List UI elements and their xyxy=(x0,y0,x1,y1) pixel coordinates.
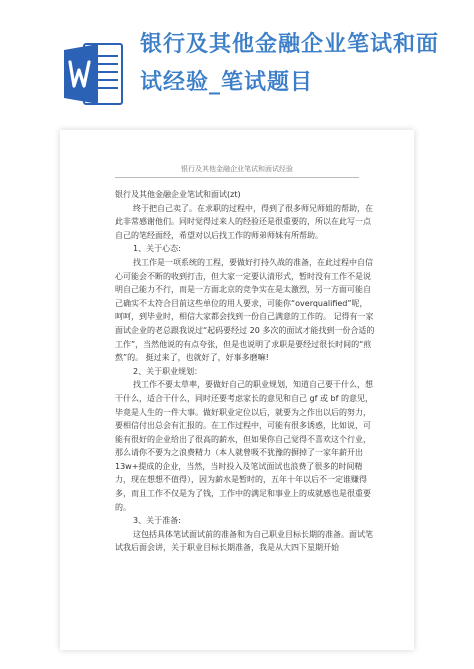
section-heading: 2、关于职业规划： xyxy=(133,366,203,376)
word-document-icon xyxy=(64,40,124,108)
running-header: 银行及其他金融企业笔试和面试经验 xyxy=(181,165,293,173)
document-heading: 银行及其他金融企业笔试和面试(zt) xyxy=(115,190,241,199)
paragraph: 找工作是一项系统的工程，要做好打持久战的准备，在此过程中自信心可能会不断的收到打击，但大家一定要认清形式，暂时没有工作不是说明自己能力不行，而是一方面北京的竞争实在是太激烈，另一方面可能自己确实不太符合目前这些单位的用人要求，可能你“overqualified”呢，呵呵，到毕业时，相信大家都会找到一份自己满意的工作的。 记得有一家面试企业的老总跟我说过“起码要经过 20 多次的面试才能找到一份合适的工作”，当然他说的有点夸张，但是也说明了求职是要经过很长时间的“煎熬”的。 挺过来了，也就好了，好事多磨嘛! xyxy=(115,257,375,363)
page-title: 银行及其他金融企业笔试和面试经验_笔试题目 xyxy=(140,32,440,95)
paragraph: 终于把自己卖了。在求职的过程中，得到了很多师兄师姐的帮助，在此非常感谢他们。同时觉得过来人的经验还是很重要的，所以在此写一点自己的笔经面经，希望对以后找工作的师弟师妹有所帮助。 xyxy=(115,203,373,240)
document-body xyxy=(115,188,375,555)
section-heading: 3、关于准备: xyxy=(133,516,181,526)
paragraph: 这包括具体笔试面试前的准备和为自己职业目标长期的准备。面试笔试我后面会讲，关于职业目标长期准备，我是从大四下星期开始 xyxy=(115,529,373,553)
document-page xyxy=(60,130,414,650)
banner xyxy=(0,0,474,140)
paragraph: 找工作不要太草率，要做好自己的职业规划，知道自己要干什么，想干什么，适合干什么，同时还要考虑家长的意见和自己 gf 或 bf 的意见，毕竟是人生的一件大事。做好职业定位以后，就要为之作出以后的努力，要相信付出总会有汇报的。在工作过程中，可能有很多诱惑，比如说，可能有很好的企业给出了很高的薪水，但如果你自己觉得不喜欢这个行业，那么请你不要为之浪费精力（本人就曾吸不犹豫的摒掉了一家年薪开出 13w+提成的企业，当然，当时投入及笔试面试也浪费了很多的时间精力，现在想想不值得），因为薪水是暂时的，五年十年以后不一定谁赚得多，而且工作不仅是为了钱，工作中的满足和事业上的成就感也是很重要的。 xyxy=(115,380,373,512)
section-heading: 1、关于心态: xyxy=(133,244,181,254)
header-divider xyxy=(115,177,359,178)
